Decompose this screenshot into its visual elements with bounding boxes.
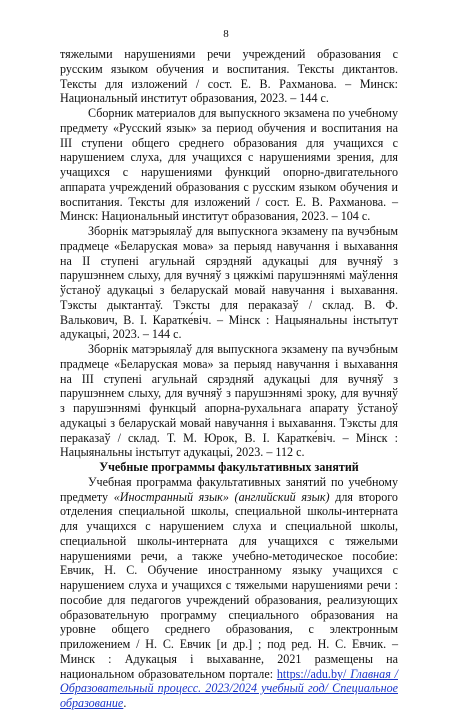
page-number: 8 <box>223 28 229 40</box>
paragraph-programs <box>60 475 398 711</box>
paragraph-reference-1: тяжелыми нарушениями речи учреждений образования с русским языком обучения и воспитания. Тексты диктантов. Тексты для изложений / сост. Е. В. Рахманова. – Минск: Национальный институт образования, 2023. – 144 с. <box>60 47 398 106</box>
paragraph-reference-3: Зборнік матэрыялаў для выпускнога экзамену па вучэбным прадмеце «Беларуская мова» за перыяд навучання і выхавання на II ступені агульнай сярэдняй адукацыі для вучняў з парушэннем слыху, для вучняў з цяжкімі парушэннямі маўлення ўстаноў адукацыі з беларускай мовай навучання і выхавання. Тэксты дыктантаў. Тэксты для пераказаў / склад. В. Ф. Валькович, В. І. Каратке́віч. – Мінск : Нацыянальны інстытут адукацыі, 2023. – 144 с. <box>60 224 398 342</box>
text-segment: . <box>123 696 127 710</box>
section-heading: Учебные программы факультативных занятий <box>99 460 359 474</box>
text-segment: Учебная программа факультативных занятий по учебному предмету <box>60 474 398 504</box>
portal-link[interactable]: https://adu.by/ <box>276 666 347 681</box>
paragraph-reference-2: Сборник материалов для выпускного экзамена по учебному предмету «Русский язык» за период обучения и воспитания на III ступени общего среднего образования для учащихся с нарушением слуха, для учащихся с нарушениями зрения, для учащихся с нарушениями функций опорно-двигательного аппарата учреждений образования с русским языком обучения и воспитания. Тексты для изложений / сост. Е. В. Рахманова. – Минск: Национальный институт образования, 2023. – 104 с. <box>60 106 398 224</box>
page-content <box>60 47 398 711</box>
paragraph-reference-4: Зборнік матэрыялаў для выпускнога экзамену па вучэбным прадмеце «Беларуская мова» за перыяд навучання і выхавання на III ступені агульнай сярэдняй адукацыі для вучняў з парушэннем слыху, для вучняў з парушэннямі зроку, для вучняў з парушэннямі функцый апорна-рухальнага апарату ўстаноў адукацыі з беларускай мовай навучання і выхавання. Тэксты для пераказаў / склад. Т. М. Юрок, В. І. Каратке́віч. – Мінск : Нацыянальны інстытут адукацыі, 2023. – 112 с. <box>60 342 398 460</box>
portal-path-text: Главная / Образовательный процесс. 2023/2024 учебный год/ Специальное образование <box>60 666 398 710</box>
subject-name: «Иностранный язык» (английский язык) <box>113 489 330 504</box>
text-segment: для второго отделения специальной школы, специальной школы-интерната для учащихся с нарушением слуха и специальной школы, специальной школы-интерната для учащихся с тяжелыми нарушениями речи, а также учебно-методическое пособие: Евчик, Н. С. Обучение иностранному языку учащихся с нарушением слуха и учащихся с тяжелыми нарушениями речи : пособие для педагогов учреждений образования, реализующих образовательную программу специального образования на уровне общего среднего образования, с электронным приложением / Н. С. Евчик [и др.] ; под ред. Н. С. Евчик. – Минск : Адукацыя і выхаванне, 2021 размещены на национальном образовательном портале: <box>60 489 398 681</box>
